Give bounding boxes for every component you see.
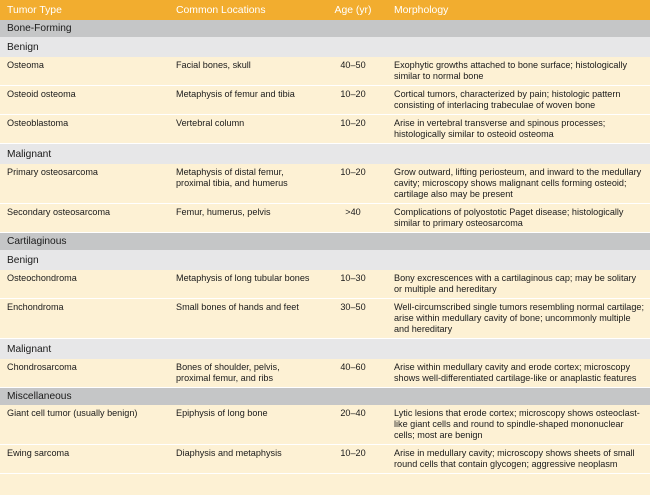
locations-cell: Metaphysis of distal femur, proximal tibia, and humerus bbox=[169, 164, 319, 204]
group-label: Malignant bbox=[0, 339, 650, 360]
tumor-type-cell: Osteochondroma bbox=[0, 270, 169, 299]
tumor-type-cell: Osteoid osteoma bbox=[0, 86, 169, 115]
table-header bbox=[0, 0, 650, 20]
table-row bbox=[0, 204, 650, 233]
morphology-cell: Arise within medullary cavity and erode cortex; microscopy shows well-differentiated cartilage-like or anaplastic features bbox=[387, 359, 650, 388]
group-label: Benign bbox=[0, 37, 650, 57]
morphology-cell: Cortical tumors, characterized by pain; histologic pattern consisting of interlacing trabeculae of woven bone bbox=[387, 86, 650, 115]
header-common-locations: Common Locations bbox=[169, 0, 319, 20]
section-row bbox=[0, 233, 650, 251]
age-cell: >40 bbox=[319, 204, 387, 233]
section-row bbox=[0, 388, 650, 406]
morphology-cell: Well-circumscribed single tumors resembling normal cartilage; arise within medullary cavity of bone; uncommonly multiple and hereditary bbox=[387, 299, 650, 339]
age-cell: 40–50 bbox=[319, 57, 387, 86]
group-label: Benign bbox=[0, 250, 650, 270]
header-row bbox=[0, 0, 650, 20]
age-cell: 10–20 bbox=[319, 115, 387, 144]
tumor-type-cell: Secondary osteosarcoma bbox=[0, 204, 169, 233]
section-title: Miscellaneous bbox=[0, 388, 650, 406]
group-row bbox=[0, 339, 650, 360]
table-row bbox=[0, 270, 650, 299]
table-row bbox=[0, 86, 650, 115]
table-row bbox=[0, 164, 650, 204]
locations-cell: Femur, humerus, pelvis bbox=[169, 204, 319, 233]
section-title: Bone-Forming bbox=[0, 20, 650, 37]
table-row bbox=[0, 445, 650, 474]
header-tumor-type: Tumor Type bbox=[0, 0, 169, 20]
age-cell: 10–30 bbox=[319, 270, 387, 299]
tumor-type-cell: Chondrosarcoma bbox=[0, 359, 169, 388]
table-row bbox=[0, 115, 650, 144]
section-title: Cartilaginous bbox=[0, 233, 650, 251]
table-row bbox=[0, 57, 650, 86]
group-row bbox=[0, 250, 650, 270]
locations-cell: Metaphysis of femur and tibia bbox=[169, 86, 319, 115]
locations-cell: Diaphysis and metaphysis bbox=[169, 445, 319, 474]
age-cell: 20–40 bbox=[319, 405, 387, 445]
morphology-cell: Arise in medullary cavity; microscopy shows sheets of small round cells that contain glycogen; aggressive neoplasm bbox=[387, 445, 650, 474]
age-cell: 40–60 bbox=[319, 359, 387, 388]
tumor-type-cell: Osteoblastoma bbox=[0, 115, 169, 144]
tumor-type-cell: Giant cell tumor (usually benign) bbox=[0, 405, 169, 445]
table-row bbox=[0, 299, 650, 339]
morphology-cell: Bony excrescences with a cartilaginous cap; may be solitary or multiple and hereditary bbox=[387, 270, 650, 299]
locations-cell: Bones of shoulder, pelvis, proximal femur, and ribs bbox=[169, 359, 319, 388]
header-morphology: Morphology bbox=[387, 0, 650, 20]
tumor-type-cell: Primary osteosarcoma bbox=[0, 164, 169, 204]
age-cell: 10–20 bbox=[319, 86, 387, 115]
table-body bbox=[0, 20, 650, 474]
age-cell: 10–20 bbox=[319, 164, 387, 204]
morphology-cell: Grow outward, lifting periosteum, and inward to the medullary cavity; microscopy shows malignant cells forming osteoid; cartilage also may be present bbox=[387, 164, 650, 204]
locations-cell: Epiphysis of long bone bbox=[169, 405, 319, 445]
locations-cell: Facial bones, skull bbox=[169, 57, 319, 86]
age-cell: 10–20 bbox=[319, 445, 387, 474]
tumor-type-cell: Osteoma bbox=[0, 57, 169, 86]
tumor-type-cell: Enchondroma bbox=[0, 299, 169, 339]
group-label: Malignant bbox=[0, 144, 650, 165]
morphology-cell: Complications of polyostotic Paget disease; histologically similar to primary osteosarcoma bbox=[387, 204, 650, 233]
table-row bbox=[0, 405, 650, 445]
group-row bbox=[0, 37, 650, 57]
morphology-cell: Lytic lesions that erode cortex; microscopy shows osteoclast-like giant cells and round to spindle-shaped mononuclear cells; most are benign bbox=[387, 405, 650, 445]
morphology-cell: Exophytic growths attached to bone surface; histologically similar to normal bone bbox=[387, 57, 650, 86]
table-row bbox=[0, 359, 650, 388]
locations-cell: Small bones of hands and feet bbox=[169, 299, 319, 339]
locations-cell: Metaphysis of long tubular bones bbox=[169, 270, 319, 299]
header-age: Age (yr) bbox=[319, 0, 387, 20]
tumor-type-cell: Ewing sarcoma bbox=[0, 445, 169, 474]
age-cell: 30–50 bbox=[319, 299, 387, 339]
locations-cell: Vertebral column bbox=[169, 115, 319, 144]
morphology-cell: Arise in vertebral transverse and spinous processes; histologically similar to osteoid osteoma bbox=[387, 115, 650, 144]
group-row bbox=[0, 144, 650, 165]
section-row bbox=[0, 20, 650, 37]
